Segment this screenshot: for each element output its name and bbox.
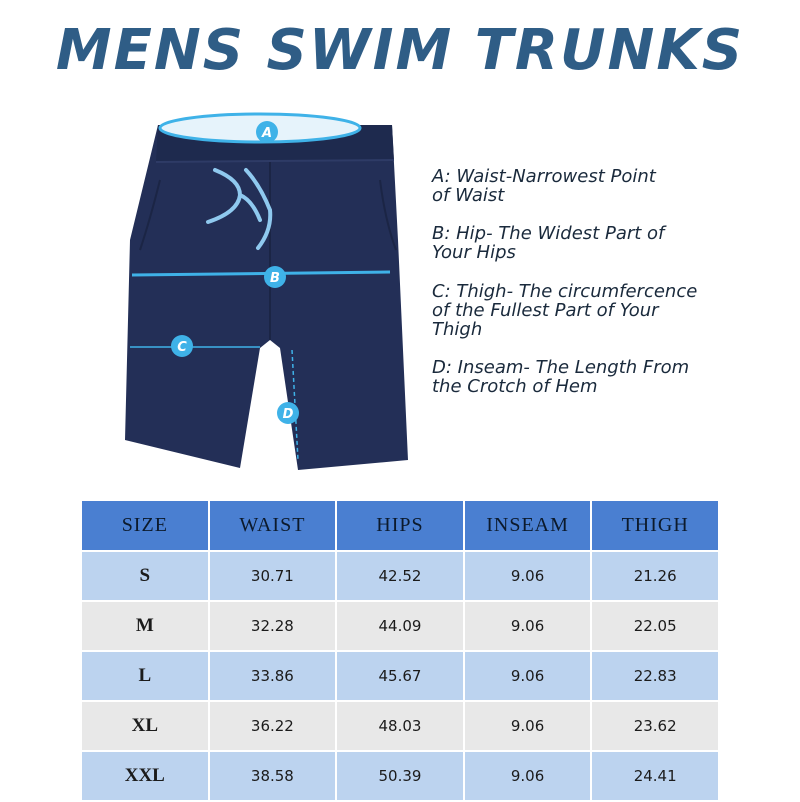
description-line: B: Hip- The Widest Part of <box>432 223 665 244</box>
inseam-cell: 9.06 <box>464 751 592 801</box>
header-hips: HIPS <box>336 500 464 551</box>
size-chart-table <box>80 499 720 802</box>
table-header-row <box>81 500 719 551</box>
inseam-cell: 9.06 <box>464 551 592 601</box>
waist-cell: 30.71 <box>209 551 337 601</box>
description-line: the Crotch of Hem <box>432 376 598 397</box>
thigh-description <box>432 282 772 339</box>
description-line: D: Inseam- The Length From <box>432 357 690 378</box>
size-cell: L <box>81 651 209 701</box>
size-cell: S <box>81 551 209 601</box>
marker-b: B <box>270 271 280 286</box>
header-size: SIZE <box>81 500 209 551</box>
description-line: of Waist <box>432 185 505 206</box>
page-title: MENS SWIM TRUNKS <box>55 18 745 83</box>
table-row <box>81 651 719 701</box>
description-line: Your Hips <box>432 242 516 263</box>
table-row <box>81 601 719 651</box>
header-inseam: INSEAM <box>464 500 592 551</box>
trunks-shape <box>125 125 408 470</box>
header-thigh: THIGH <box>591 500 719 551</box>
waist-cell: 36.22 <box>209 701 337 751</box>
description-line: of the Fullest Part of Your <box>432 300 659 321</box>
thigh-cell: 23.62 <box>591 701 719 751</box>
size-cell: M <box>81 601 209 651</box>
size-cell: XXL <box>81 751 209 801</box>
thigh-cell: 21.26 <box>591 551 719 601</box>
hips-cell: 50.39 <box>336 751 464 801</box>
inseam-cell: 9.06 <box>464 601 592 651</box>
hips-cell: 48.03 <box>336 701 464 751</box>
marker-d: D <box>282 407 294 422</box>
waist-description <box>432 167 772 205</box>
table-row <box>81 551 719 601</box>
inseam-cell: 9.06 <box>464 651 592 701</box>
thigh-cell: 24.41 <box>591 751 719 801</box>
hip-description <box>432 224 772 262</box>
inseam-cell: 9.06 <box>464 701 592 751</box>
header-waist: WAIST <box>209 500 337 551</box>
thigh-cell: 22.83 <box>591 651 719 701</box>
table-row <box>81 751 719 801</box>
swim-trunks-illustration <box>100 100 430 480</box>
waist-cell: 38.58 <box>209 751 337 801</box>
waist-cell: 33.86 <box>209 651 337 701</box>
inseam-description <box>432 358 772 396</box>
marker-a: A <box>261 126 273 141</box>
description-line: Thigh <box>432 319 483 340</box>
description-line: A: Waist-Narrowest Point <box>432 166 656 187</box>
waist-cell: 32.28 <box>209 601 337 651</box>
table-row <box>81 701 719 751</box>
hips-cell: 44.09 <box>336 601 464 651</box>
thigh-cell: 22.05 <box>591 601 719 651</box>
hips-cell: 45.67 <box>336 651 464 701</box>
description-line: C: Thigh- The circumfercence <box>432 281 698 302</box>
hips-cell: 42.52 <box>336 551 464 601</box>
size-cell: XL <box>81 701 209 751</box>
marker-c: C <box>177 340 187 355</box>
